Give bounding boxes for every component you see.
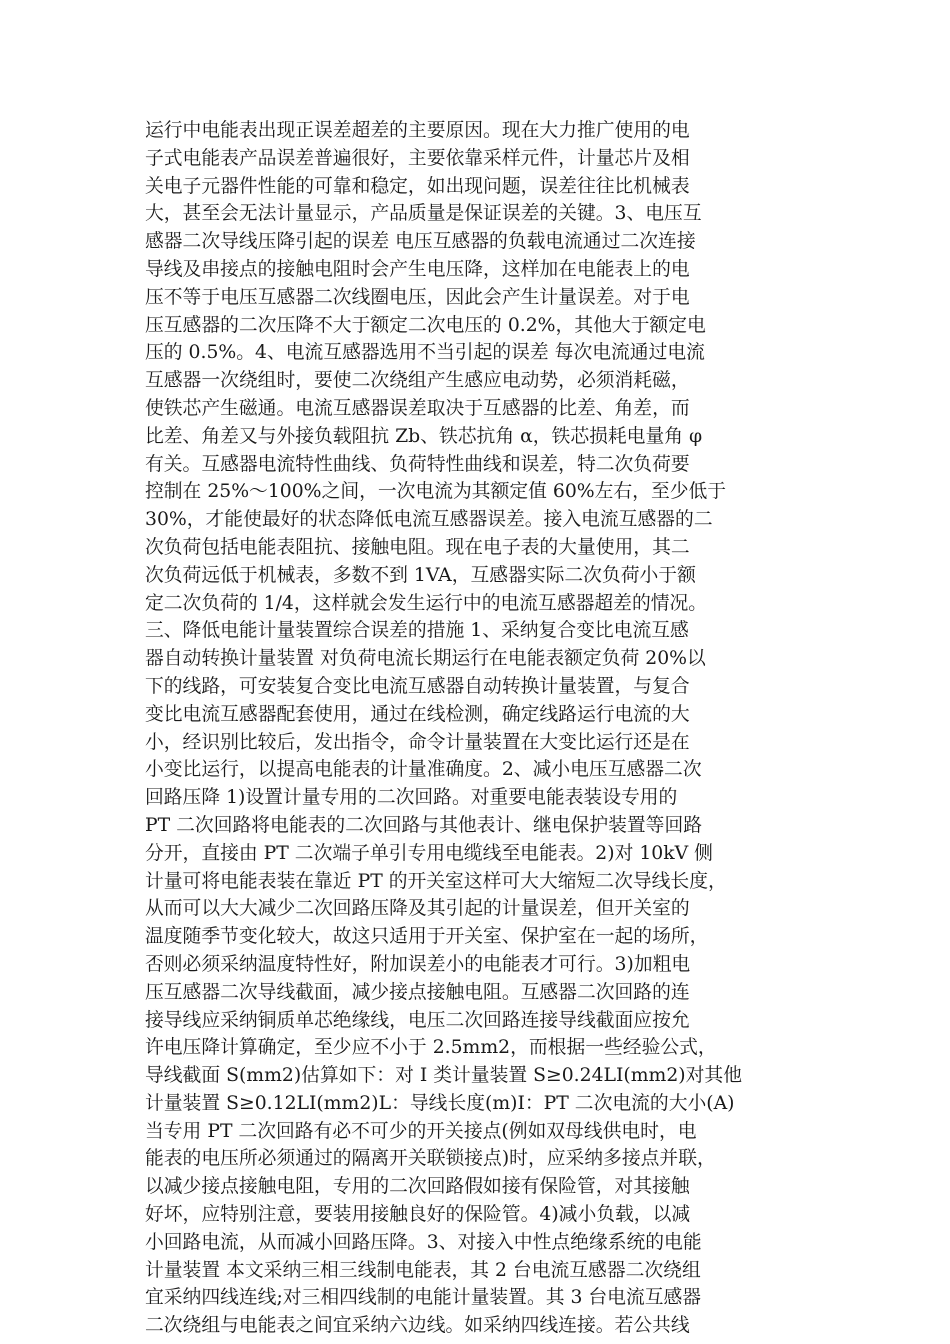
text-line: 有关。互感器电流特性曲线、负荷特性曲线和误差，特二次负荷要: [145, 453, 690, 475]
text-line: 导线截面 S(mm2)估算如下：对 I 类计量装置 S≥0.24LI(mm2)对其他: [145, 1065, 742, 1087]
text-line: 小，经识别比较后，发出指令，命令计量装置在大变比运行还是在: [145, 731, 690, 753]
text-line: 分开，直接由 PT 二次端子单引专用电缆线至电能表。2)对 10kV 侧: [145, 842, 713, 864]
text-line: 导线及串接点的接触电阻时会产生电压降，这样加在电能表上的电: [145, 258, 690, 280]
text-line: 感器二次导线压降引起的误差 电压互感器的负载电流通过二次连接: [145, 231, 696, 253]
text-line: 三、降低电能计量装置综合误差的措施 1、采纳复合变比电流互感: [145, 620, 689, 642]
text-line: 从而可以大大减少二次回路压降及其引起的计量误差，但开关室的: [145, 898, 690, 920]
text-line: 次负荷包括电能表阻抗、接触电阻。现在电子表的大量使用，其二: [145, 536, 690, 558]
text-line: 压不等于电压互感器二次线圈电压，因此会产生计量误差。对于电: [145, 286, 690, 308]
text-line: 压互感器的二次压降不大于额定二次电压的 0.2%，其他大于额定电: [145, 314, 706, 336]
text-line: 接导线应采纳铜质单芯绝缘线，电压二次回路连接导线截面应按允: [145, 1009, 690, 1031]
text-line: 回路压降 1)设置计量专用的二次回路。对重要电能表装设专用的: [145, 787, 678, 809]
text-line: 小变比运行，以提高电能表的计量准确度。2、减小电压互感器二次: [145, 759, 702, 781]
text-line: 计量装置 本文采纳三相三线制电能表，其 2 台电流互感器二次绕组: [145, 1259, 701, 1281]
text-line: 次负荷远低于机械表，多数不到 1VA，互感器实际二次负荷小于额: [145, 564, 696, 586]
text-line: 比差、角差又与外接负载阻抗 Zb、铁芯抗角 α，铁芯损耗电量角 φ: [145, 425, 703, 447]
text-line: 30%，才能使最好的状态降低电流互感器误差。接入电流互感器的二: [145, 509, 713, 531]
text-line: 变比电流互感器配套使用，通过在线检测，确定线路运行电流的大: [145, 703, 690, 725]
text-line: 压互感器二次导线截面，减少接点接触电阻。互感器二次回路的连: [145, 981, 690, 1003]
text-line: 器自动转换计量装置 对负荷电流长期运行在电能表额定负荷 20%以: [145, 648, 706, 670]
body-text: [145, 117, 810, 1340]
text-line: 使铁芯产生磁通。电流互感器误差取决于互感器的比差、角差，而: [145, 397, 690, 419]
text-line: 计量可将电能表装在靠近 PT 的开关室这样可大大缩短二次导线长度，: [145, 870, 727, 892]
text-line: 下的线路，可安装复合变比电流互感器自动转换计量装置，与复合: [145, 675, 690, 697]
text-line: 子式电能表产品误差普遍很好，主要依靠采样元件，计量芯片及相: [145, 147, 690, 169]
text-line: 当专用 PT 二次回路有必不可少的开关接点(例如双母线供电时，电: [145, 1120, 697, 1142]
text-line: 关电子元器件性能的可靠和稳定，如出现问题，误差往往比机械表: [145, 175, 690, 197]
text-line: PT 二次回路将电能表的二次回路与其他表计、继电保护装置等回路: [145, 814, 703, 836]
text-line: 定二次负荷的 1/4，这样就会发生运行中的电流互感器超差的情况。: [145, 592, 708, 614]
text-line: 宜采纳四线连线;对三相四线制的电能计量装置。其 3 台电流互感器: [145, 1287, 702, 1309]
text-line: 大，甚至会无法计量显示，产品质量是保证误差的关键。3、电压互: [145, 203, 702, 225]
text-line: 以减少接点接触电阻，专用的二次回路假如接有保险管，对其接触: [145, 1176, 690, 1198]
text-line: 计量装置 S≥0.12LI(mm2)L：导线长度(m)I：PT 二次电流的大小(A): [145, 1092, 735, 1114]
text-line: 互感器一次绕组时，要使二次绕组产生感应电动势，必须消耗磁，: [145, 370, 690, 392]
text-line: 能表的电压所必须通过的隔离开关联锁接点)时，应采纳多接点并联，: [145, 1148, 716, 1170]
text-line: 许电压降计算确定，至少应不小于 2.5mm2，而根据一些经验公式，: [145, 1037, 717, 1059]
text-line: 小回路电流，从而减小回路压降。3、对接入中性点绝缘系统的电能: [145, 1231, 702, 1253]
text-line: 二次绕组与电能表之间宜采纳六边线。如采纳四线连接。若公共线: [145, 1315, 690, 1337]
text-line: 压的 0.5%。4、电流互感器选用不当引起的误差 每次电流通过电流: [145, 342, 705, 364]
text-line: 好坏，应特别注意，要装用接触良好的保险管。4)减小负载，以减: [145, 1204, 691, 1226]
text-line: 控制在 25%～100%之间，一次电流为其额定值 60%左右，至少低于: [145, 481, 727, 503]
text-line: 否则必须采纳温度特性好，附加误差小的电能表才可行。3)加粗电: [145, 953, 691, 975]
text-line: 温度随季节变化较大，故这只适用于开关室、保护室在一起的场所，: [145, 926, 709, 948]
text-line: 运行中电能表出现正误差超差的主要原因。现在大力推广使用的电: [145, 120, 690, 141]
